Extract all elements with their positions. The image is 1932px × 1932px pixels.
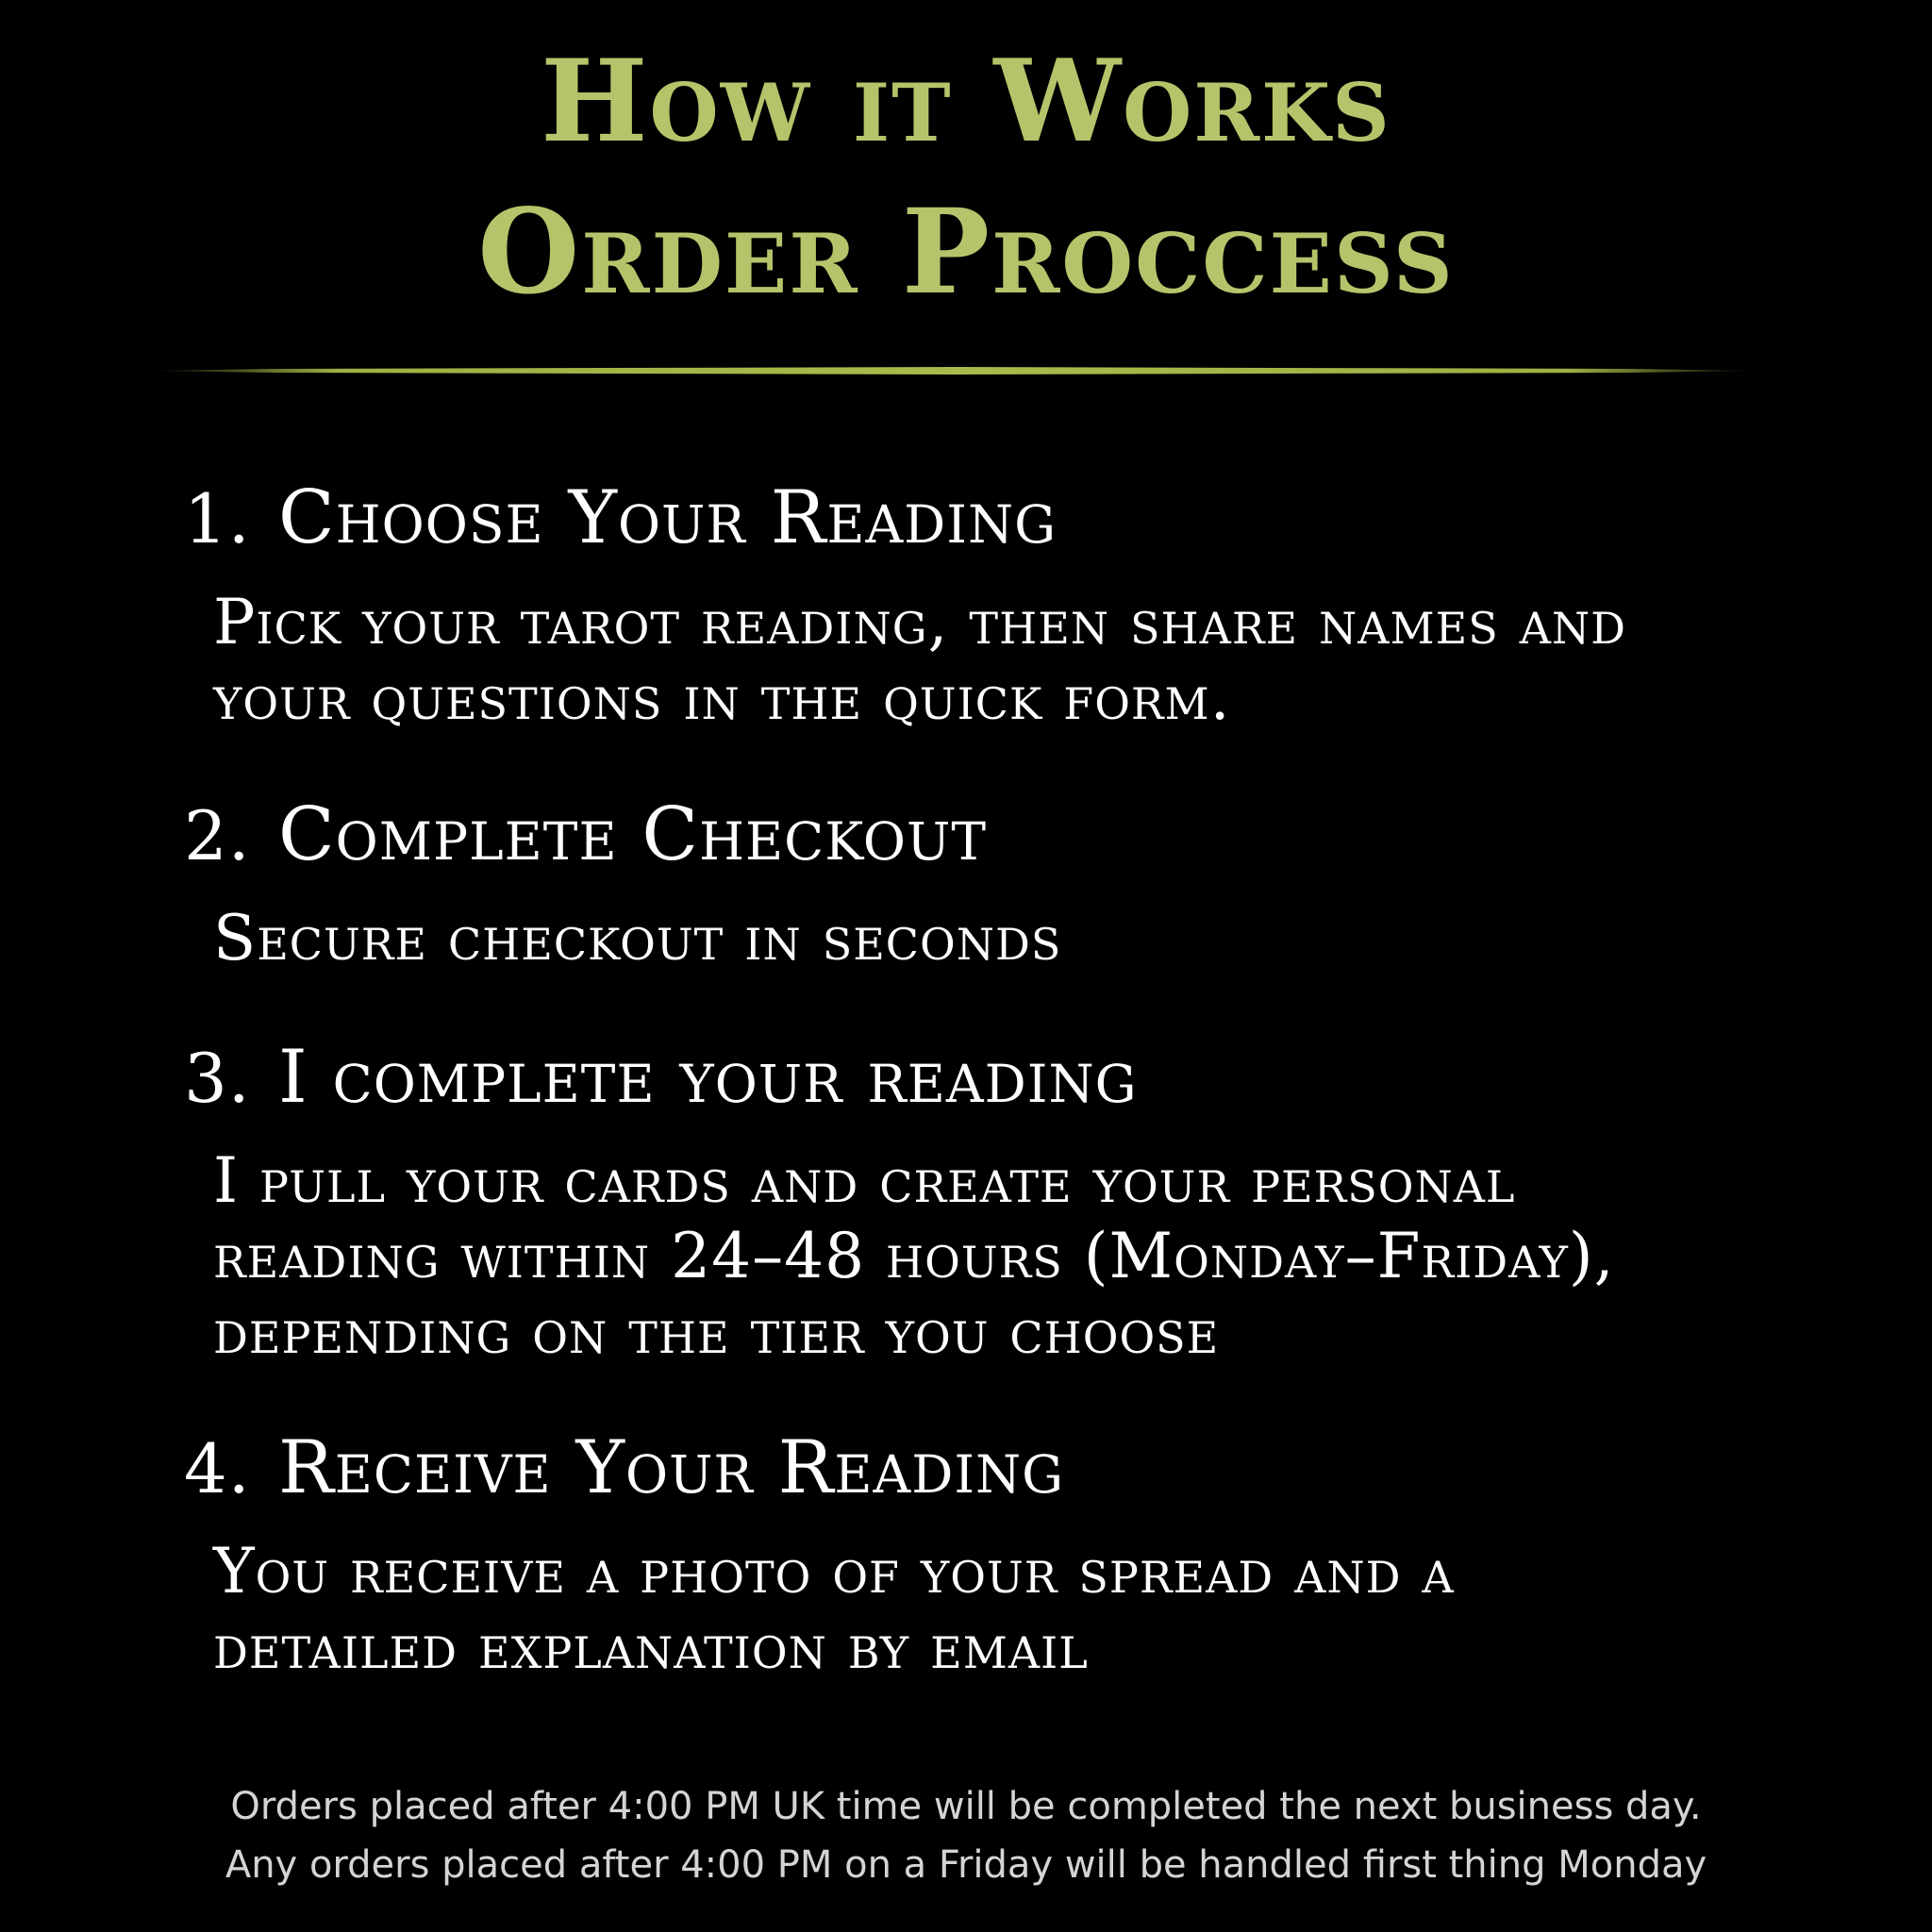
step-4-title: Receive Your Reading [278,1425,1065,1510]
step-3-description-line: depending on the tier you choose [213,1295,1220,1368]
step-2-description [213,901,1874,976]
step-3-description-line: reading within 24–48 hours (Monday–Friday), [213,1220,1615,1292]
step-3-title: I complete your reading [278,1035,1138,1120]
step-4-heading [184,1425,1065,1510]
step-2-number: 2. [184,796,251,875]
step-3-heading [184,1035,1138,1120]
step-2-heading [184,792,988,877]
step-3-number: 3. [184,1039,251,1118]
step-2-description-line: Secure checkout in seconds [213,902,1062,974]
step-1-heading [184,475,1058,560]
order-cutoff-notice [0,1777,1932,1894]
step-3-description [213,1143,1874,1370]
order-cutoff-notice-line-2: Any orders placed after 4:00 PM on a Friday will be handled first thing Monday [225,1843,1707,1887]
step-3-description-line: I pull your cards and create your personal [213,1144,1516,1217]
step-4-description-line: You receive a photo of your spread and a [213,1535,1455,1607]
title-divider [146,367,1759,375]
step-4-number: 4. [184,1429,251,1508]
step-2-title: Complete Checkout [278,792,988,877]
step-1-description-line: your questions in the quick form. [213,661,1231,734]
step-4-description [213,1534,1874,1685]
step-1-title: Choose Your Reading [278,475,1058,560]
step-1-description-line: Pick your tarot reading, then share names and [213,586,1627,658]
page-title-line-1: How it Works [541,35,1391,168]
page-title-line-2: Order Proccess [477,184,1455,321]
step-4-description-line: detailed explanation by email [213,1610,1089,1683]
step-1-number: 1. [184,479,251,558]
step-1-description [213,585,1874,736]
order-cutoff-notice-line-1: Orders placed after 4:00 PM UK time will be completed the next business day. [230,1785,1702,1828]
